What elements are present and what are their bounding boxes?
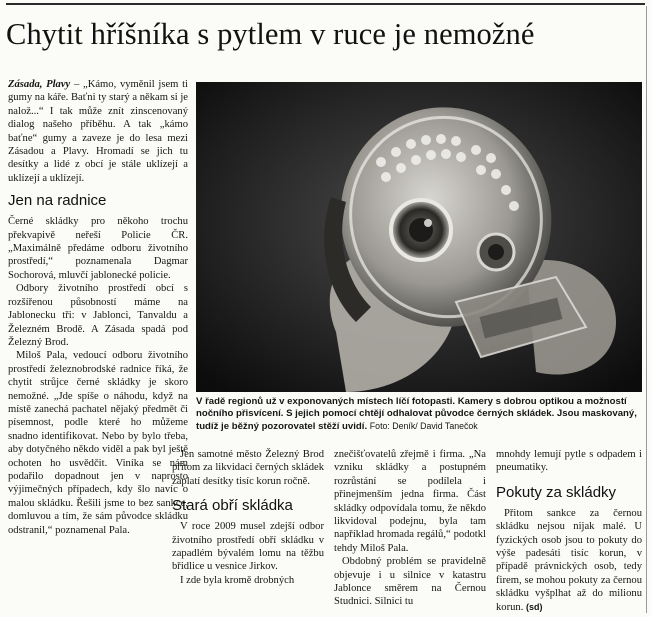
photo-credit: Foto: Deník/ David Tanečok [369, 421, 478, 431]
paragraph: Jen samotné město Železný Brod přitom za likvidaci černých skládek zaplatí desítky tisíc korun ročně. [172, 449, 324, 487]
paragraph-text: Přitom sankce za černou skládku nejsou nijak malé. U fyzických osob jsou to pokuty do výše padesáti tisíc korun, v případě právnických osob, tedy firem, se mohou pokuty za černou skládku vyšplhat až do milionu korun. [496, 507, 642, 613]
article-title: Chytit hříšníka s pytlem v ruce je nemožné [6, 17, 535, 51]
camera-trap-image-icon [196, 82, 642, 392]
column-4 [496, 448, 642, 614]
paragraph: Černé skládky pro někoho trochu překvapivě neřeší Policie ČR. „Maximálně předáme odboru životního prostředí,“ poznamenala Dagmar Sochorová, mluvčí jablonecké policie. [8, 216, 188, 281]
paragraph: mnohdy lemují pytle s odpadem i pneumatiky. [496, 449, 642, 474]
section-heading-radnice: Jen na radnice [8, 192, 107, 210]
paragraph: Odbory životního prostředí obcí s rozšířenou působností máme na Jablonecku tři: v Jablonci, Tanvaldu a Železném Brodě. A Zásada spadá pod Železný Brod. [8, 283, 188, 348]
section-heading-pokuty: Pokuty za skládky [496, 483, 617, 501]
photo-caption [196, 396, 644, 433]
side-rule [646, 6, 647, 613]
author-signature: (sd) [526, 601, 543, 612]
paragraph: Miloš Pala, vedoucí odboru životního prostředí železnobrodské radnice říká, že chytit strůjce černé skládky je skoro nemožné. „Jde spíše o náhodu, když na místě zanechá pachatel nějaký předmět či písemnost, podle které ho můžeme snadno identifikovat. Nebo by bylo třeba, aby dotyčného někdo viděl a pak byl ještě ochoten ho usvědčit. Viníka se nám podařilo dopadnout jen v naprosto výjimečných případech, kdy šlo navíc o malou skládku. Řešili jsme to bez sankce, domluvou a tím, že sám původce skládku odstranil,“ poznamenal Pala. [8, 350, 188, 536]
paragraph: Obdobný problém se pravidelně objevuje i u silnice v katastru Jablonce směrem na Černou Studnici. Silnici tu [334, 556, 486, 608]
column-3 [334, 448, 486, 609]
camera-trap-photo [196, 82, 642, 392]
lead-text: – „Kámo, vyměnil jsem ti gumy na káře. Baťni ty starý a někam si je nalož...“ I tak může znít zinscenovaný dialog našeho příběhu. A tak „kámo baťne“ gumy a zaveze je do lesa mezi Zásadou a Plavy. Hromadí se jich tu desítky a lidé z obcí je stále uklízejí a uklízejí a uklízejí. [8, 79, 188, 184]
section-heading-skladka: Stará obří skládka [172, 497, 293, 515]
column-2 [172, 448, 324, 587]
top-rule [6, 3, 645, 5]
lead-place: Zásada, Plavy [8, 79, 71, 90]
column-1 [8, 78, 188, 537]
paragraph [496, 507, 642, 614]
paragraph: V roce 2009 musel zdejší odbor životního prostředí obří skládku v zapadlém bývalém lomu na těžbu břidlice u vesnice Jirkov. [172, 521, 324, 573]
lead-paragraph [8, 78, 188, 185]
caption-text: V řadě regionů už v exponovaných místech líčí fotopasti. Kamery s dobrou optikou a možností nočního přisvícení. S jejich pomocí chtějí odhalovat původce černých skládek. Jsou maskovaný, tudíž je běžný pozorovatel stěží uvidí. [196, 396, 637, 432]
paragraph: znečišťovatelů zřejmě i firma. „Na vzniku skládky a postupném rozrůstání se podílela i přinejmenším jedna firma. Část skládky odpovídala tomu, že někdo likvidoval podejnu, byla tam například hromada regálů,“ podotkl tehdy Miloš Pala. [334, 449, 486, 554]
paragraph: I zde byla kromě drobných [180, 574, 295, 586]
